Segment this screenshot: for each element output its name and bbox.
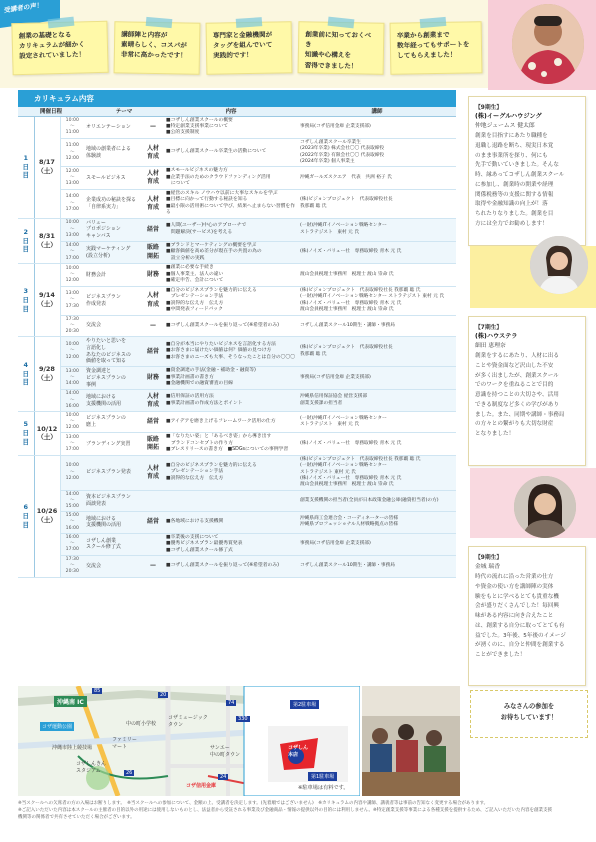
- table-row: [18, 337, 456, 367]
- session-time: 11:00 〜 12:00: [60, 138, 84, 166]
- session-content: ■スモールビジネスの魅力方 ■企業手法のためのクラウドファンディング活用 について: [164, 167, 298, 189]
- profile-comment: 時代の流れに沿った営業の仕方 や資金の使い方を講師陣の実体 験をもとに学べるとても貴重な機 会が盛りだくさんでした！毎回興 味がある内容に向き合えたこと は、創業する自分に取ってとても有 益でした。3年後、5年後のイメージ が湧くのに、自分と仲間を創業する ことができました！: [475, 574, 566, 659]
- table-row: [18, 367, 456, 390]
- session-theme: コザしん創業 スクール修了式: [84, 533, 142, 555]
- session-theme: ブランディング実習: [84, 433, 142, 455]
- session-lecturer: 渡山会員税理士事務所 税理士 渡山 崇命 氏: [298, 264, 456, 286]
- session-time: 10:00 〜 13:00: [60, 218, 84, 241]
- session-theme: 企業成功の秘訣を探る 「自律系実力」: [84, 189, 142, 218]
- session-category: 人材 育成: [142, 167, 164, 189]
- session-category: 経営: [142, 512, 164, 534]
- session-time: 13:00 〜 14:00: [60, 367, 84, 390]
- table-header: [18, 107, 456, 116]
- session-lecturer: (株)ノイズ・バリュー社 専務取締役 青木 元 氏: [298, 433, 456, 455]
- session-lecturer: (株)ビジョンプロジェクト 代表取締役社長 我那覇 聡 氏: [298, 189, 456, 218]
- session-lecturer: (株)ノイズ・バリュー社 専務取締役 青木 元 氏: [298, 241, 456, 263]
- session-time: 10:00 〜 12:00: [60, 337, 84, 367]
- session-category: —: [142, 116, 164, 138]
- access-map: [18, 686, 360, 796]
- table-row: [18, 286, 456, 315]
- session-category: 財務: [142, 264, 164, 286]
- session-category: 販路 開拓: [142, 241, 164, 263]
- session-time: 16:00 〜 17:00: [60, 533, 84, 555]
- venue-label: コザしん 本店: [288, 745, 309, 758]
- session-content: [164, 490, 298, 512]
- session-theme: やりたいと思いを 言語化し あなたのビジネスの 価値を取って知る: [84, 337, 142, 367]
- session-time: 14:00 〜 17:00: [60, 241, 84, 263]
- session-content: ■信用保証の活用方法 ■事業計画書の作成方法とポイント: [164, 390, 298, 412]
- session-lecturer: 事務局(コザ信用金庫 企業支援部): [298, 116, 456, 138]
- session-lecturer: 沖縄県商工会連合会・コーディネーターの皆様 沖縄県プロフェッショナル人材戦略拠点の皆様: [298, 512, 456, 534]
- session-theme: 資金調達と ビジネスプランの 事例: [84, 367, 142, 390]
- table-row: [18, 167, 456, 189]
- route-number: 24: [220, 774, 227, 780]
- session-time: 10:00 〜 12:00: [60, 411, 84, 433]
- session-category: 経営: [142, 411, 164, 433]
- session-lecturer: (株)ビジョンプロジェクト 代表取締役社長 我那覇 聡 氏 (一財)沖縄ITイノベーション戦略センター ストラテジスト 東村 元 氏 (株)ノイズ・バリュー社 専務取締役 青木 元 氏 渡山会員税理士事務所 税理士 渡山 崇命 氏: [298, 286, 456, 315]
- session-time: 10:00 〜 12:00: [60, 264, 84, 286]
- route-number: 330: [238, 716, 248, 722]
- profile-generation: 【9期生】: [475, 555, 503, 561]
- session-theme: 交流会: [84, 556, 142, 578]
- day-number: 3 日 目: [18, 264, 34, 337]
- session-theme: ビジネスプランの 磨上: [84, 411, 142, 433]
- table-row: [18, 264, 456, 286]
- session-time: 17:30 〜 20:30: [60, 556, 84, 578]
- session-time: 10:00 〜 11:00: [60, 116, 84, 138]
- header-lecturer: 講師: [298, 107, 456, 116]
- session-content: ■コザしん創業スクールを振り返って(※希望者のみ): [164, 315, 298, 337]
- session-lecturer: (一財)沖縄ITイノベーション戦略センター ストラテジスト 東村 元 氏: [298, 218, 456, 241]
- session-category: 人材 育成: [142, 286, 164, 315]
- session-theme: 財務会計: [84, 264, 142, 286]
- session-category: 販路 開拓: [142, 433, 164, 455]
- session-time: 10:00 〜 12:00: [60, 455, 84, 490]
- session-content: ■各地域における支援機関: [164, 512, 298, 534]
- session-lecturer: 沖縄ガールズスクエア 代表 共洲 裕子 氏: [298, 167, 456, 189]
- session-lecturer: 創業支援機関の担当者(全員が日本政策金融公庫(融資担当者)の方): [298, 490, 456, 512]
- map-label: コザしんきん スタジアム: [76, 761, 107, 774]
- route-number: 85: [94, 688, 101, 694]
- testimonial-note-4: [298, 21, 385, 74]
- map-label: 中の町小学校: [126, 721, 157, 727]
- session-content: ■自分が本当にやりたいビジネスを言語化する方法 ■お客さまに届けたい価値は何？価値の見つけ方 ■お客さまのニーズも大事、そうなったことは自分の〇〇〇: [164, 337, 298, 367]
- map-label: コザミュージック タウン: [168, 715, 208, 728]
- table-row: [18, 138, 456, 166]
- session-content: ■創業に必要な手続き ■個人事業主、法人の違い ■確定申告、会計について: [164, 264, 298, 286]
- session-time: 17:30 〜 20:30: [60, 315, 84, 337]
- day-number: 2 日 目: [18, 218, 34, 264]
- session-lecturer: (株)ビジョンプロジェクト 代表取締役社長 我那覇 聡 氏: [298, 337, 456, 367]
- profile-card-3: [468, 546, 586, 686]
- testimonial-note-1: [11, 21, 108, 75]
- venue-photo: [362, 686, 460, 796]
- session-theme: 資本ビジネスプラン 面談発表: [84, 490, 142, 512]
- session-date: 10/12 （土）: [34, 411, 60, 455]
- day-number: 1 日 目: [18, 116, 34, 218]
- session-lecturer: コザしん創業スクール10期生・講師・事務局: [298, 556, 456, 578]
- session-content: ■アイデアを磨き上げるフレームワーク活用の仕方: [164, 411, 298, 433]
- session-theme: 地域における 支援機関の活用: [84, 512, 142, 534]
- profile-company: (株)ハウステラ: [475, 333, 518, 340]
- parking-label: 第1駐車場: [308, 772, 337, 781]
- profile-comment: 創業をするにあたり、人材に出る ことや資金面など沢山した不安 が多く出ましたが、創業スクール でのワークを重ねることで目的 意識を持つことの大切さや、活用 できる制度など多くの学びがあり ました。また、同期や講師・事務局 の方々との繋がりも大切な財産 となりました！: [475, 353, 565, 438]
- session-lecturer: コザしん創業スクール10期生・講師・事務局: [298, 315, 456, 337]
- header-theme: テーマ: [84, 107, 164, 116]
- session-content: ■ブランドとマーケティングの概要を学ぶ ■顧客価値を高め差分が現在手の共置の為の 設立分析の実践: [164, 241, 298, 263]
- header-date: 開催日程: [18, 107, 84, 116]
- table-body: [18, 116, 456, 577]
- testimonial-text: 創業前に知っておくべき 知識や心構えを 習得できました！: [304, 30, 372, 70]
- table-row: [18, 218, 456, 241]
- session-content: ■コザしん創業スクール卒業生の活動について: [164, 138, 298, 166]
- session-content: ■経営のスキル ノウハウ以前に大事なスキルを学ぶ ■目標に向かって行動する秘訣を知る ■最小限の活用術について学び、結果へ止まらない習慣を作る: [164, 189, 298, 218]
- route-number: 74: [228, 700, 235, 706]
- profile-comment: 創業を目指すにあたり職種を 退職し退路を断ち、現実日本覚 のまま事業所を探り、何にも 先手で動いていきました。そんな 時、縁あってコザしん創業スクール に参加し、創業時の開業や経理 関係税務等の支援に関する情報 取得や金融知識の向上が！落 ちれたりなりました。創業を目 方には全力でお勧めします！: [475, 133, 565, 228]
- session-lecturer: (一財)沖縄ITイノベーション戦略センター ストラテジスト 東村 元 氏: [298, 411, 456, 433]
- map-label: 沖縄南 IC: [54, 696, 87, 707]
- testimonial-text: 卒業から創業まで 数年経ってもサポートを してもらえました！: [396, 30, 470, 61]
- session-category: 人材 育成: [142, 390, 164, 412]
- profile-photo-2: [530, 236, 588, 294]
- table-row: [18, 189, 456, 218]
- session-category: —: [142, 315, 164, 337]
- session-category: 財務: [142, 367, 164, 390]
- header-content: 内容: [164, 107, 298, 116]
- session-category: 経営: [142, 218, 164, 241]
- profile-company: (株)イーグルハウジング: [475, 113, 542, 120]
- session-category: —: [142, 556, 164, 578]
- session-theme: ビジネスプラン発表: [84, 455, 142, 490]
- profile-generation: 【9期生】: [475, 105, 503, 111]
- table-row: [18, 433, 456, 455]
- table-row: [18, 411, 456, 433]
- day-number: 6 日 目: [18, 455, 34, 577]
- map-label: コザ信用金庫: [186, 783, 217, 789]
- session-content: ■「なりたい姿」と「あるべき姿」から導き出す ブランドコンセプトの作り方 ■ブレスリリースの書き方 ■SDGsについての事例学習: [164, 433, 298, 455]
- session-category: 人材 育成: [142, 455, 164, 490]
- curriculum-table: [18, 107, 456, 578]
- session-time: 13:00 〜 17:30: [60, 286, 84, 315]
- session-category: [142, 490, 164, 512]
- session-lecturer: 事務局(コザ信用金庫 企業支援部): [298, 367, 456, 390]
- profile-card-2: [468, 316, 586, 466]
- day-number: 5 日 目: [18, 411, 34, 455]
- table-row: [18, 490, 456, 512]
- table-row: [18, 315, 456, 337]
- table-row: [18, 241, 456, 263]
- welcome-message: みなさんの参加を お待ちしています！: [470, 690, 588, 738]
- table-row: [18, 556, 456, 578]
- session-content: ■卒業後の支援について ■優秀ビジネスプラン最優秀賞発表 ■コザしん創業スクール修了式: [164, 533, 298, 555]
- curriculum-section: [18, 90, 456, 578]
- route-number: 20: [160, 692, 167, 698]
- session-time: 13:00 〜 17:00: [60, 433, 84, 455]
- testimonial-note-3: [206, 21, 293, 74]
- session-content: ■人間(ユーザー)中心のアプローチで 問題解決(サービス)を考える: [164, 218, 298, 241]
- session-theme: 地域における 支援機関の活用: [84, 390, 142, 412]
- session-category: 経営: [142, 337, 164, 367]
- map-label: 沖縄市陸上競技場: [52, 745, 93, 751]
- session-lecturer: 沖縄県信用保証協会 経営支援部 創業支援課の担当者: [298, 390, 456, 412]
- table-row: [18, 512, 456, 534]
- parking-note: ※駐車場は有料です。: [298, 785, 349, 791]
- session-category: [142, 533, 164, 555]
- profile-name: 金城 瑞香: [475, 564, 501, 570]
- testimonial-text: 専門家と金融機関が タッグを組んでいて 実践的です！: [212, 30, 273, 61]
- footnotes: ※当スクールへの欠席者の方の入場はお断りします。 ※当スクールへの参加について、金額の上、受講者を決定します。(先着順ではございません) ※カリキュラムの内容や講師、講義者等は事前の告知なく変更する場合があります。 ※ご記入いただいた内容は本スクールの主催者の目的以外の用途には使用しないものとし、法益者から受託される事業及び金融商品・情報の提供以外の目的には利用しません。※特定創業支援等事業による各種支援を提供するため、ご記入いただいた内容を創業支援 機関等の関係者で共有させていただく場合がございます。: [18, 801, 553, 821]
- session-theme: バリュー プロポジション キャンバス: [84, 218, 142, 241]
- session-lecturer: (株)ビジョンプロジェクト 代表取締役社長 我那覇 聡 氏 (一財)沖縄ITイノベーション戦略センター ストラテジスト 東村 元 氏 (株)ノイズ・バリュー社 専務取締役 青木 元 氏 渡山会員税理士事務所 税理士 渡山 崇命 氏: [298, 455, 456, 490]
- map-label: サンエー 中の町タウン: [210, 745, 241, 758]
- session-theme: 地域の創業者による 体験談: [84, 138, 142, 166]
- session-content: ■自分のビジネスプランを魅力的に伝える プレゼンテーション手法 ■説得的な伝え方 伝え方 ■中間発表フィードバック: [164, 286, 298, 315]
- testimonial-note-2: [114, 21, 201, 74]
- table-row: [18, 533, 456, 555]
- session-content: ■自分のビジネスプランを魅力的に伝える プレゼンテーション手法 ■説得的な伝え方 伝え方: [164, 455, 298, 490]
- session-category: 人材 育成: [142, 189, 164, 218]
- session-theme: オリエンテーション: [84, 116, 142, 138]
- session-time: 14:00 〜 15:00: [60, 490, 84, 512]
- profile-generation: 【7期生】: [475, 325, 503, 331]
- session-theme: ビジネスプラン 作成発表: [84, 286, 142, 315]
- session-date: 8/17 （土）: [34, 116, 60, 218]
- session-date: 10/26 （土）: [34, 455, 60, 577]
- day-number: 4 日 目: [18, 337, 34, 412]
- curriculum-title: カリキュラム内容: [18, 90, 456, 107]
- testimonial-note-5: [390, 21, 483, 75]
- session-time: 14:00 〜 16:00: [60, 390, 84, 412]
- session-category: 人材 育成: [142, 138, 164, 166]
- session-time: 14:00 〜 17:00: [60, 189, 84, 218]
- testimonial-text: 講師陣と内容が 素晴らしく、コスパが 非常に高かったです！: [120, 30, 187, 60]
- session-time: 15:00 〜 16:00: [60, 512, 84, 534]
- map-label: コザ運動公園: [42, 724, 73, 730]
- profile-photo-3: [514, 476, 576, 538]
- session-date: 9/14 （土）: [34, 264, 60, 337]
- table-row: [18, 116, 456, 138]
- profile-photo-1: [512, 4, 584, 84]
- testimonial-text: 創業の基礎となる カリキュラムが細かく 設定されていました！: [18, 30, 86, 61]
- session-date: 9/28 （土）: [34, 337, 60, 412]
- voices-corner-label: 受講者の声！: [0, 0, 60, 28]
- table-row: [18, 455, 456, 490]
- tape-decoration: [236, 17, 263, 28]
- session-lecturer: 事務局(コザ信用金庫 企業支援部): [298, 533, 456, 555]
- session-content: ■コザしん創業スクールを振り返って(※希望者のみ): [164, 556, 298, 578]
- profile-name: 細田 恵理奈: [475, 343, 506, 349]
- session-time: 12:00 〜 13:00: [60, 167, 84, 189]
- session-theme: スモールビジネス: [84, 167, 142, 189]
- route-number: 26: [126, 770, 133, 776]
- session-date: 8/31 （土）: [34, 218, 60, 264]
- session-theme: 交流会: [84, 315, 142, 337]
- session-content: ■コザしん創業スクールの概要 ■特定創業支援事業について ■公的支援制度: [164, 116, 298, 138]
- session-theme: 実践マーケティング (設立分析): [84, 241, 142, 263]
- profile-card-1: [468, 96, 586, 246]
- parking-label: 第2駐車場: [290, 700, 319, 709]
- map-label: ファミリー マート: [112, 737, 137, 750]
- session-content: ■資金調達の手法(金融・補助金・融資等) ■事業計画書の書き方 ■金融機関での融資審査の目線: [164, 367, 298, 390]
- profile-name: 仲地ジェームス 健太郎: [475, 123, 535, 129]
- session-lecturer: コザしん創業スクール卒業生 (2023年卒業) 株式会社〇〇 代表取締役 (2022年卒業) 有限会社〇〇 代表取締役 (2024年卒業) 個人事業主: [298, 138, 456, 166]
- table-row: [18, 390, 456, 412]
